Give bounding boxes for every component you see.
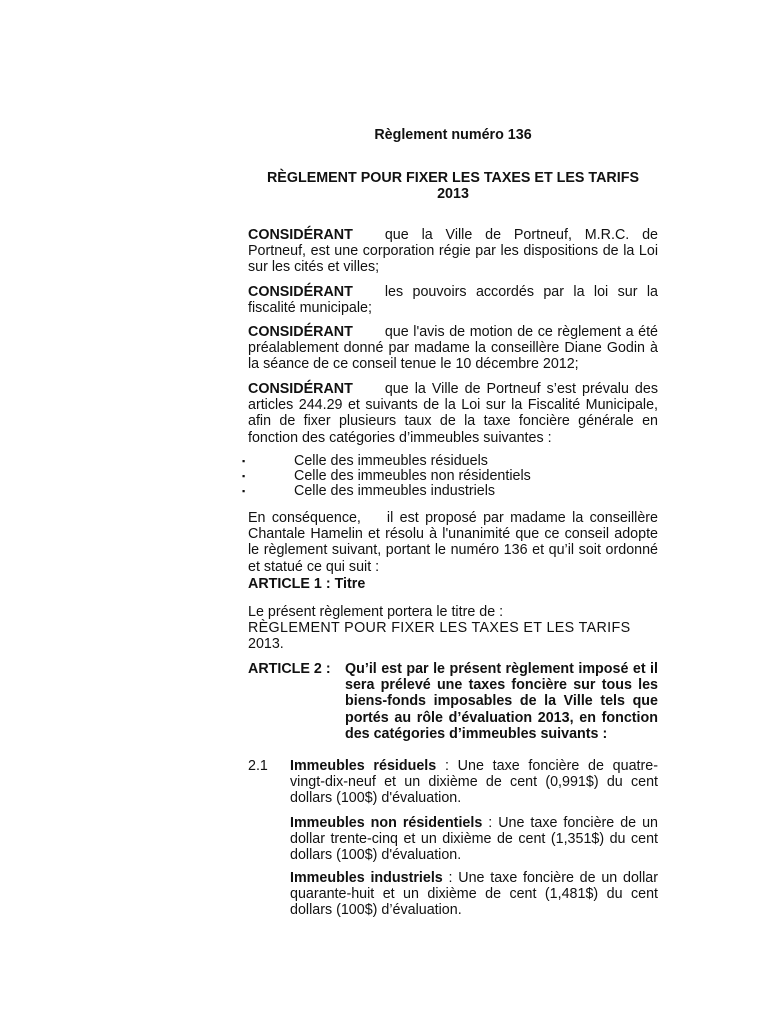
considerant-label: CONSIDÉRANT bbox=[248, 324, 353, 340]
considerant-text: que l'avis de motion de ce règlement a été préalablement donné par madame la conseillère Diane Godin à la séance de ce conseil tenue le 10 décembre 2012; bbox=[248, 324, 658, 373]
section-item-term: Immeubles industriels bbox=[290, 870, 443, 886]
considerant-text: que la Ville de Portneuf, M.R.C. de Portneuf, est une corporation régie par les dispositions de la Loi sur les cités et villes; bbox=[248, 227, 658, 276]
list-item bbox=[242, 468, 662, 483]
article-2-label: ARTICLE 2 : bbox=[248, 661, 331, 677]
considerant-label: CONSIDÉRANT bbox=[248, 227, 353, 243]
regulation-heading-line1: RÈGLEMENT POUR FIXER LES TAXES ET LES TARIFS bbox=[266, 170, 639, 186]
section-item-non-residentiels bbox=[290, 815, 658, 864]
regulation-heading-line2: 2013 bbox=[437, 186, 469, 203]
considerant-label: CONSIDÉRANT bbox=[248, 284, 353, 300]
article-1-line: RÈGLEMENT POUR FIXER LES TAXES ET LES TARIFS bbox=[248, 620, 631, 637]
article-1-line: Le présent règlement portera le titre de : bbox=[248, 604, 504, 620]
considerant-4 bbox=[248, 381, 658, 446]
regulation-heading bbox=[248, 170, 658, 202]
article-2-text: Qu’il est par le présent règlement imposé et il sera prélevé une taxes foncière sur tous les biens-fonds imposables de la Ville tels que portés au rôle d’évaluation 2013, en fonction des catégories d’immeubles suivants : bbox=[345, 661, 658, 742]
document-title: Règlement numéro 136 bbox=[374, 127, 532, 143]
list-item-text: Celle des immeubles non résidentiels bbox=[294, 468, 531, 484]
list-item-text: Celle des immeubles industriels bbox=[294, 483, 496, 499]
section-item-term: Immeubles résiduels bbox=[290, 758, 437, 774]
article-1-body bbox=[248, 604, 658, 653]
consequence-lead: En conséquence, bbox=[248, 510, 361, 526]
consequence-paragraph bbox=[248, 510, 658, 575]
considerant-label: CONSIDÉRANT bbox=[248, 381, 353, 397]
list-item-text: Celle des immeubles résiduels bbox=[294, 453, 488, 469]
section-item-text: : Une taxe foncière de un dollar quarante-huit et un dixième de cent (1,481$) du cent dollars (100$) d’évaluation. bbox=[290, 870, 658, 919]
bullet-square-icon: ▪ bbox=[242, 471, 246, 481]
article-1-heading: ARTICLE 1 : Titre bbox=[248, 576, 366, 592]
list-item bbox=[242, 453, 662, 468]
considerant-1 bbox=[248, 227, 658, 276]
bullet-square-icon: ▪ bbox=[242, 486, 246, 496]
section-item-text: : Une taxe foncière de un dollar trente-cinq et un dixième de cent (1,351$) du cent dollars (100$) d'évaluation. bbox=[290, 815, 658, 864]
section-item-text: : Une taxe foncière de quatre-vingt-dix-neuf et un dixième de cent (0,991$) du cent dollars (100$) d'évaluation. bbox=[290, 758, 658, 807]
considerant-2 bbox=[248, 284, 658, 316]
section-item-residuels bbox=[290, 758, 658, 807]
article-1-line: 2013. bbox=[248, 636, 284, 653]
consequence-text: il est proposé par madame la conseillère Chantale Hamelin et résolu à l'unanimité que ce conseil adopte le règlement suivant, portant le numéro 136 et qu’il soit ordonné et statué ce qui suit : bbox=[248, 510, 658, 575]
considerant-text: que la Ville de Portneuf s’est prévalu des articles 244.29 et suivants de la Loi sur la Fiscalité Municipale, afin de fixer plusieurs taux de la taxe foncière générale en fonction des catégories d’immeubles suivantes : bbox=[248, 381, 658, 446]
considerant-text: les pouvoirs accordés par la loi sur la fiscalité municipale; bbox=[248, 284, 658, 317]
category-list bbox=[242, 453, 662, 498]
considerant-3 bbox=[248, 324, 658, 373]
list-item bbox=[242, 483, 662, 498]
section-number: 2.1 bbox=[248, 758, 268, 774]
bullet-square-icon: ▪ bbox=[242, 456, 246, 466]
section-item-term: Immeubles non résidentiels bbox=[290, 815, 483, 831]
section-item-industriels bbox=[290, 870, 658, 919]
